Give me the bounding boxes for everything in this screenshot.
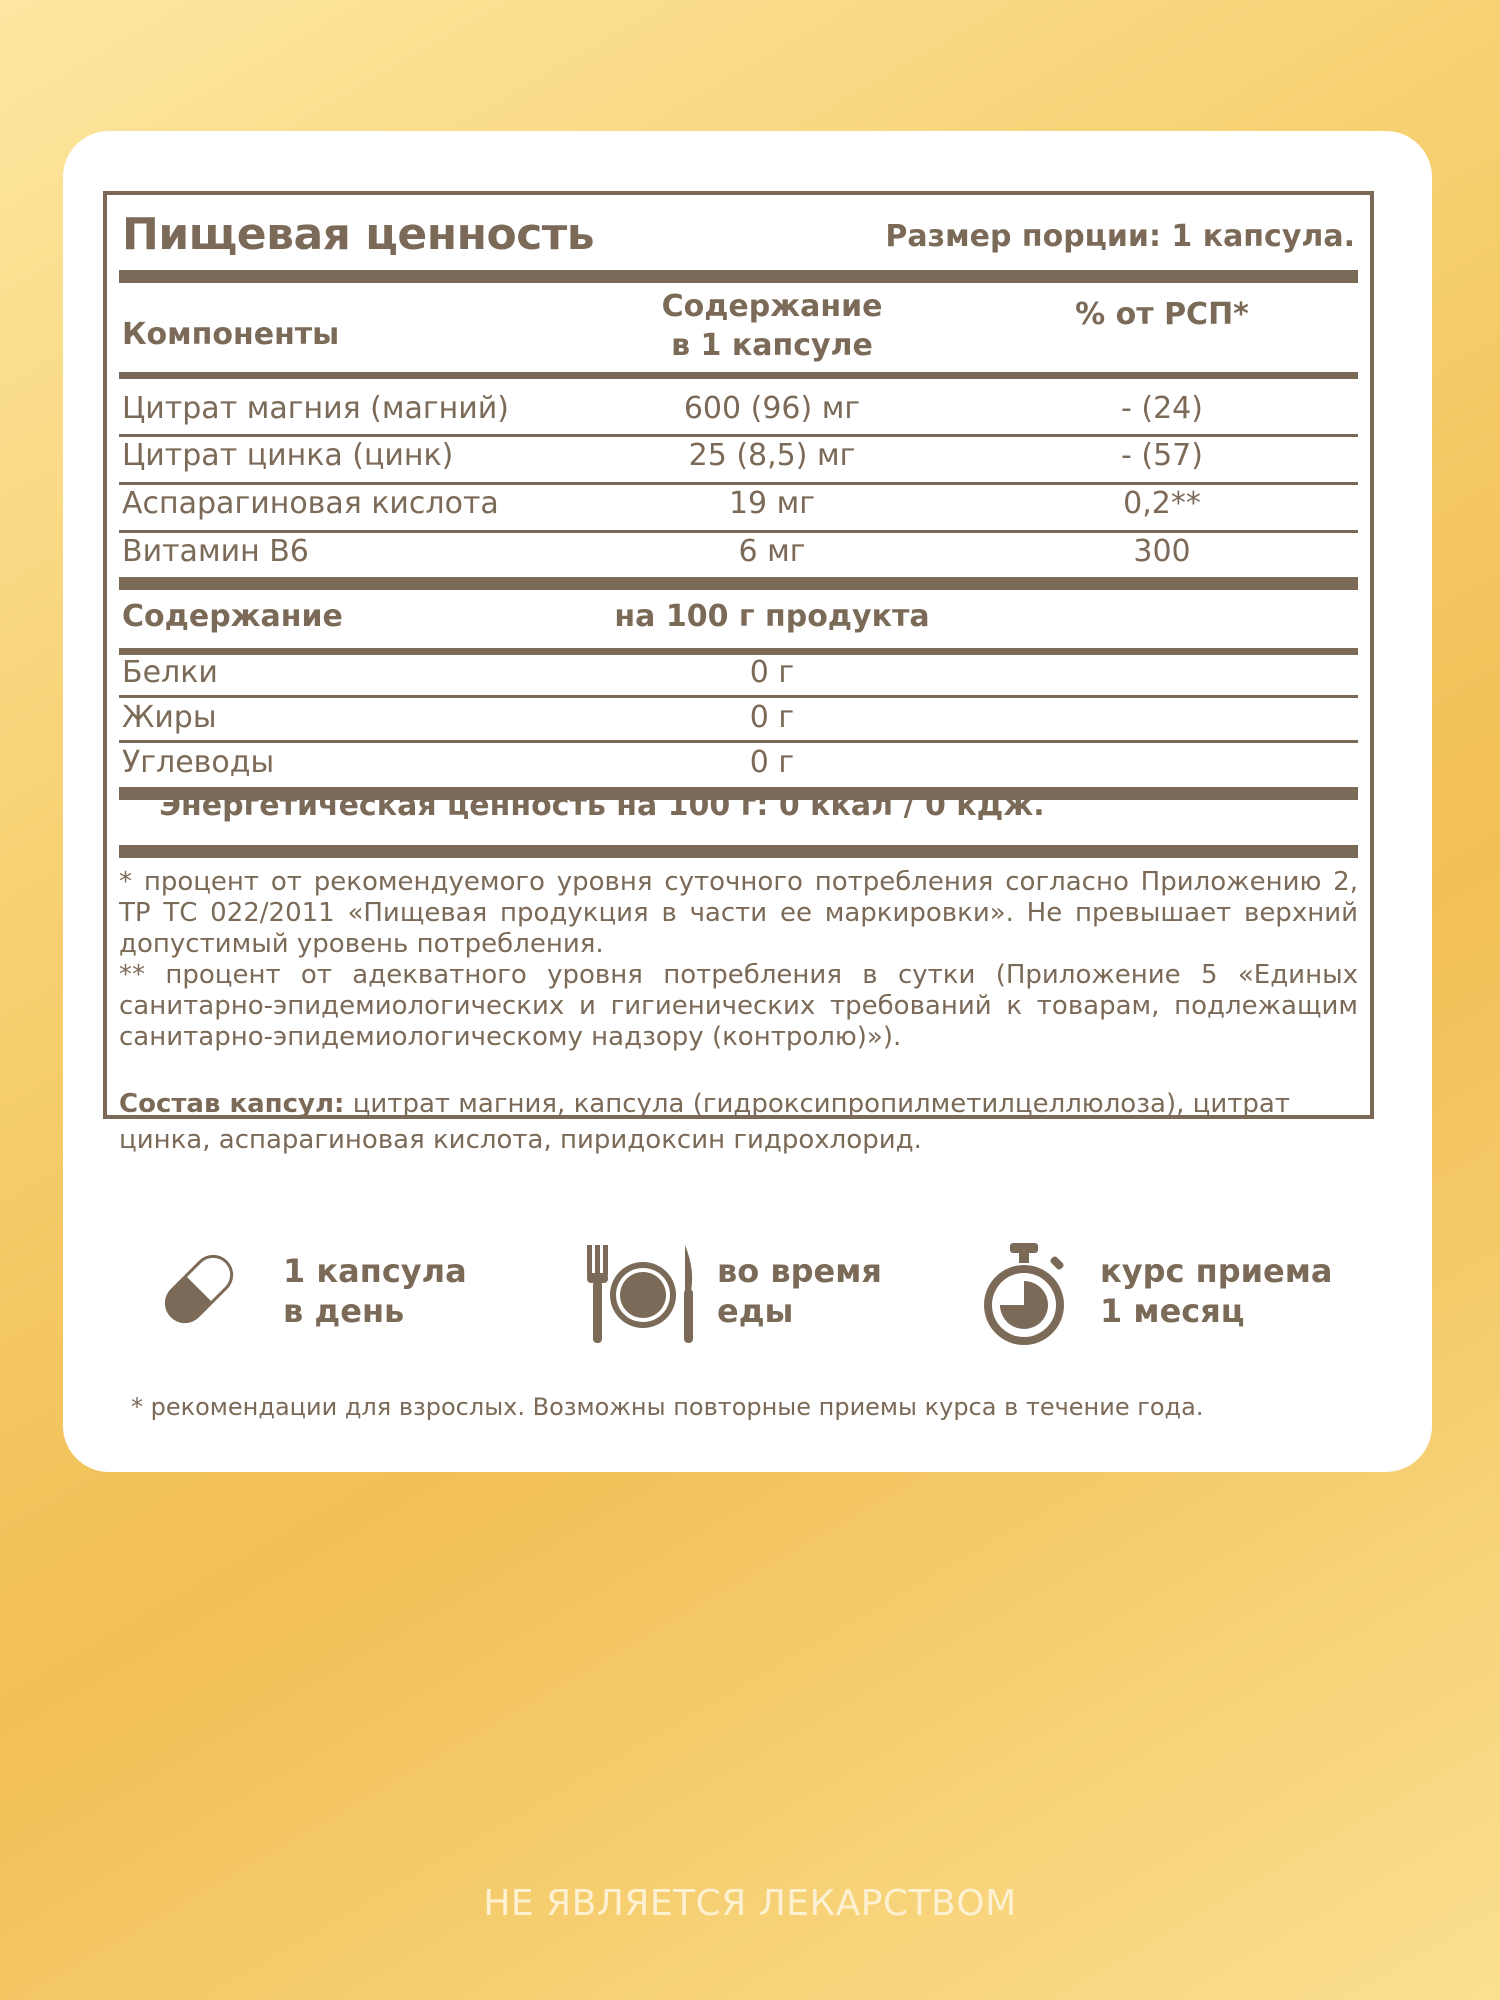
usage-dose	[151, 1241, 531, 1371]
usage-dose-line2: в день	[283, 1292, 405, 1330]
usage-course	[976, 1241, 1396, 1371]
header-components: Компоненты	[122, 317, 340, 352]
divider	[119, 577, 1358, 590]
usage-timing	[581, 1241, 961, 1371]
stopwatch-icon	[976, 1241, 1072, 1351]
component-amount: 19 мг	[728, 486, 816, 521]
component-rsp: - (24)	[1121, 391, 1203, 426]
divider	[119, 270, 1358, 283]
composition-text: цитрат магния, капсула (гидроксипропилметилцеллюлоза), цитрат цинка, аспарагиновая кислота, пиридоксин гидрохлорид.	[119, 1089, 1290, 1155]
usage-dose-text	[283, 1251, 467, 1331]
component-rsp: - (57)	[1121, 438, 1203, 473]
nutrient-amount: 0 г	[749, 655, 795, 690]
plate-cutlery-icon	[581, 1241, 701, 1351]
nutrition-facts-table	[103, 191, 1374, 1119]
component-name: Цитрат магния (магний)	[122, 391, 509, 426]
usage-timing-text	[717, 1251, 882, 1331]
serving-size: Размер порции: 1 капсула.	[885, 219, 1355, 254]
usage-course-line1: курс приема	[1100, 1252, 1333, 1290]
energy-value: Энергетическая ценность на 100 г: 0 ккал / 0 кДж.	[159, 788, 1045, 823]
adult-recommendation-note: * рекомендации для взрослых. Возможны повторные приемы курса в течение года.	[131, 1393, 1204, 1421]
divider	[119, 482, 1358, 485]
usage-timing-line1: во время	[717, 1252, 882, 1290]
header-content-per-capsule	[662, 287, 883, 365]
divider	[119, 530, 1358, 533]
info-card	[63, 131, 1432, 1472]
capsule-icon	[151, 1241, 247, 1337]
nutrient-amount: 0 г	[749, 745, 795, 780]
composition-label: Состав капсул:	[119, 1089, 345, 1119]
divider	[119, 372, 1358, 379]
component-rsp: 300	[1133, 534, 1191, 569]
nutrient-name: Углеводы	[122, 745, 275, 780]
content-per-100g-header: на 100 г продукта	[614, 599, 930, 634]
usage-course-text	[1100, 1251, 1332, 1331]
divider	[119, 845, 1358, 858]
not-a-medicine-label: НЕ ЯВЛЯЕТСЯ ЛЕКАРСТВОМ	[483, 1883, 1017, 1924]
nutrition-title: Пищевая ценность	[122, 209, 595, 260]
header-content-line1: Содержание	[661, 289, 883, 324]
nutrient-amount: 0 г	[749, 700, 795, 735]
divider	[119, 740, 1358, 743]
component-amount: 600 (96) мг	[683, 391, 861, 426]
header-rsp-percent: % от РСП*	[1075, 297, 1249, 332]
footnote-rsp: * процент от рекомендуемого уровня суточного потребления согласно Приложению 2, ТР ТС 022/2011 «Пищевая продукция в части ее маркировки». Не превышает верхний допустимый уровень потребления.	[119, 867, 1358, 959]
content-header: Содержание	[122, 599, 343, 634]
divider	[119, 695, 1358, 698]
divider	[119, 434, 1358, 437]
nutrient-name: Белки	[122, 655, 218, 690]
component-name: Аспарагиновая кислота	[122, 486, 499, 521]
usage-timing-line2: еды	[717, 1292, 794, 1330]
component-amount: 6 мг	[738, 534, 806, 569]
divider	[119, 648, 1358, 655]
usage-course-line2: 1 месяц	[1100, 1292, 1245, 1330]
component-amount: 25 (8,5) мг	[688, 438, 856, 473]
usage-dose-line1: 1 капсула	[283, 1252, 467, 1290]
nutrient-name: Жиры	[122, 700, 217, 735]
component-rsp: 0,2**	[1123, 486, 1201, 521]
header-content-line2: в 1 капсуле	[671, 328, 873, 363]
capsule-composition	[119, 1086, 1377, 1158]
footnotes	[119, 867, 1358, 1053]
component-name: Витамин В6	[122, 534, 309, 569]
footnote-adequate: ** процент от адекватного уровня потребления в сутки (Приложение 5 «Единых санитарно-эпидемиологических и гигиенических требований к товарам, подлежащим санитарно-эпидемиологическому надзору (контролю)»).	[119, 960, 1358, 1052]
component-name: Цитрат цинка (цинк)	[122, 438, 454, 473]
